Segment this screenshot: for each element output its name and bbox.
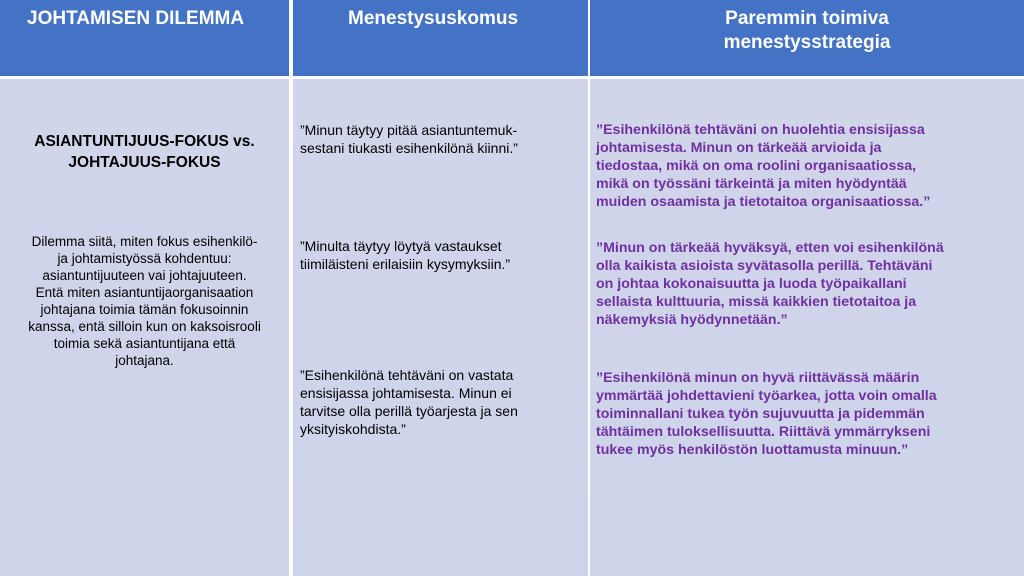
description-line: johtajana. (115, 353, 174, 368)
dilemma-title-line: JOHTAJUUS-FOKUS (68, 154, 221, 171)
dilemma-title-line: ASIANTUNTIJUUS-FOKUS vs. (34, 133, 255, 150)
strategy-cell (590, 79, 1024, 576)
description-line: toimia sekä asiantuntijana että (53, 336, 236, 351)
strategy-quote-1 (596, 121, 1012, 211)
description-line: ja johtamistyössä kohdentuu: (57, 251, 232, 266)
belief-header-label: Menestysuskomus (348, 8, 519, 29)
quote-line: olla kaikista asioista syvätasolla perillä. Tehtäväni (596, 258, 933, 274)
quote-line: muiden osaamista ja tietotaitoa organisaatiossa.” (596, 194, 931, 210)
quote-line: johtamisesta. Minun on tärkeää arvioida ja (596, 140, 882, 156)
dilemma-description (6, 233, 283, 369)
belief-cell (293, 79, 588, 576)
quote-line: yksityiskohdista.” (300, 421, 406, 437)
strategy-quote-2 (596, 239, 1012, 329)
dilemma-header (0, 0, 289, 76)
strategy-header (590, 0, 1024, 76)
quote-line: ”Esihenkilönä tehtäväni on huolehtia ensisijassa (596, 122, 925, 138)
description-line: kanssa, entä silloin kun on kaksoisrooli (28, 319, 261, 334)
description-line: Entä miten asiantuntijaorganisaation (35, 285, 254, 300)
quote-line: ”Minulta täytyy löytyä vastaukset (300, 238, 502, 254)
quote-line: toiminnallani tukea työn sujuvuutta ja pidemmän (596, 406, 925, 422)
quote-line: tiedostaa, mikä on oma roolini organisaatiossa, (596, 158, 917, 174)
description-line: johtajana toimia tämän fokusoinnin (40, 302, 249, 317)
quote-line: ”Esihenkilönä tehtäväni on vastata (300, 367, 514, 383)
quote-line: näkemyksiä hyödynnetään.” (596, 312, 788, 328)
quote-line: mikä on työssäni tärkeintä ja miten hyödyntää (596, 176, 907, 192)
quote-line: sellaista kulttuuria, missä kaikkien tietotaitoa ja (596, 294, 917, 310)
quote-line: on johtaa kokonaisuutta ja luoda työpaikallani (596, 276, 907, 292)
belief-quote-3 (300, 366, 578, 438)
description-line: asiantuntijuuteen vai johtajuuteen. (42, 268, 247, 283)
quote-line: sestani tiukasti esihenkilönä kiinni.” (300, 140, 518, 156)
strategy-header-line: menestysstrategia (723, 32, 891, 53)
belief-quote-2 (300, 237, 578, 273)
dilemma-title (0, 131, 289, 173)
strategy-header-line: Paremmin toimiva (725, 8, 889, 29)
strategy-quote-3 (596, 369, 1012, 459)
quote-line: ”Esihenkilönä minun on hyvä riittävässä määrin (596, 370, 920, 386)
quote-line: ”Minun täytyy pitää asiantuntemuk- (300, 122, 518, 138)
belief-quote-1 (300, 121, 578, 157)
quote-line: ”Minun on tärkeää hyväksyä, etten voi esihenkilönä (596, 240, 944, 256)
quote-line: tiimiläisteni erilaisiin kysymyksiin.” (300, 256, 511, 272)
dilemma-cell (0, 79, 289, 576)
belief-header (293, 0, 588, 76)
quote-line: tukee myös henkilöstön luottamusta minuun.” (596, 442, 909, 458)
description-line: Dilemma siitä, miten fokus esihenkilö- (31, 234, 258, 249)
quote-line: tarvitse olla perillä työarjesta ja sen (300, 403, 518, 419)
dilemma-header-label: JOHTAMISEN DILEMMA (27, 8, 245, 29)
quote-line: ensisijassa johtamisesta. Minun ei (300, 385, 512, 401)
quote-line: tähtäimen tuloksellisuutta. Riittävä ymmärrykseni (596, 424, 931, 440)
quote-line: ymmärtää johdettavieni työarkea, jotta voin omalla (596, 388, 937, 404)
